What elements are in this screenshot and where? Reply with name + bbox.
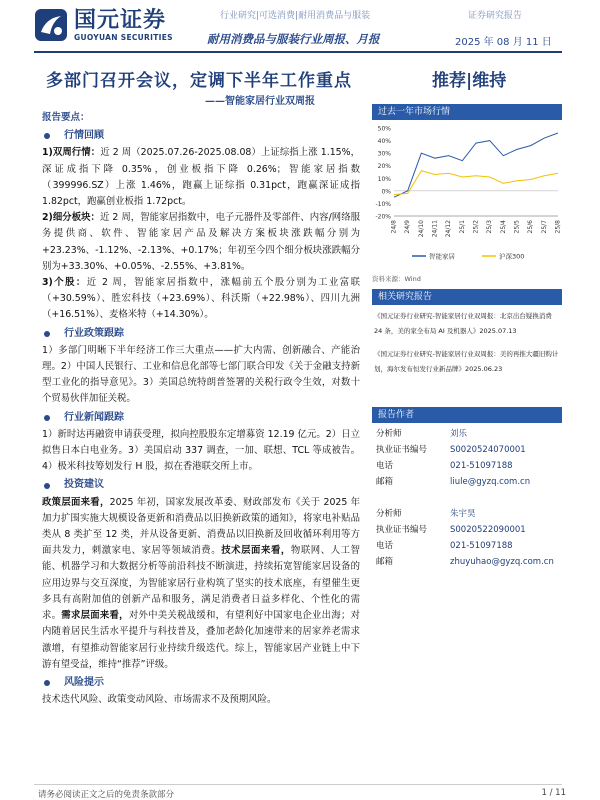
analyst-field-value: 刘乐: [450, 429, 468, 439]
y-tick-label: 10%: [377, 175, 391, 183]
x-tick-label: 24/12: [445, 220, 453, 238]
section-heading: [42, 675, 360, 691]
summary-label: 报告要点：: [42, 112, 90, 123]
logo-cn: 国元证券: [74, 7, 167, 33]
section-heading: [42, 326, 360, 342]
analyst-list: [372, 423, 562, 570]
x-tick-label: 25/2: [472, 220, 480, 234]
page-footer: [38, 788, 566, 800]
x-tick-label: 25/1: [458, 220, 466, 234]
analyst-field-value: S0020524070001: [450, 445, 526, 455]
logo-en: GUOYUAN SECURITIES: [74, 32, 173, 42]
section-heading: [42, 477, 360, 493]
analyst-row: [376, 474, 562, 490]
section-paragraph: 1)双周行情：近 2 周（2025.07.26-2025.08.08）上证综指上涨 1.15%，深证成指下降 0.35%，创业板指下降 0.26%；智能家居指数（399996.SZ）上涨 1.46%，跑赢上证综指 0.31pct，跑赢深证成指 1.82pct，跑赢创业板指 1.72pct。: [42, 147, 360, 208]
analyst-row: [376, 522, 562, 538]
y-tick-label: 50%: [377, 125, 391, 133]
analyst-field-label: 电话: [376, 461, 394, 471]
x-tick-label: 24/8: [390, 220, 398, 234]
series-line: [394, 133, 558, 197]
report-header: [0, 0, 600, 52]
section-heading-text: 风险提示: [64, 676, 104, 688]
x-tick-label: 25/8: [554, 220, 562, 234]
analyst-field-value: 021-51097188: [450, 461, 513, 471]
analyst-field-value: 021-51097188: [450, 541, 513, 551]
brand-logo: [34, 8, 173, 42]
x-tick-label: 25/5: [513, 220, 521, 234]
disclaimer-note: 请务必阅读正文之后的免责条款部分: [38, 790, 175, 800]
line-chart: [372, 120, 562, 270]
related-reports: [372, 305, 562, 389]
section-heading: [42, 128, 360, 144]
analyst-field-label: 邮箱: [376, 477, 394, 487]
bullet-icon: [44, 680, 50, 686]
y-tick-label: -10%: [375, 200, 391, 208]
page-subtitle: ——智能家居行业双周报: [205, 96, 315, 107]
report-body: [42, 110, 360, 708]
industry-tags: 行业研究|可选消费|耐用消费品与服装: [220, 11, 371, 21]
legend-label: 智能家居: [429, 252, 455, 261]
analyst-field-label: 电话: [376, 541, 394, 551]
section-heading-text: 行业政策跟踪: [64, 327, 124, 339]
section-paragraph: 政策层面来看，2025 年初，国家发展改革委、财政部发布《关于 2025 年加力扩围实施大规模设备更新和消费品以旧换新政策的通知》，将家电补贴品类从 8 类扩至 12 类，并从设备更新、消费品以旧换新及回收循环利用等方面共发力，刺激家电、家居等领域消费。技术层面来看，物联网、人工智能、机器学习和大数据分析等前沿科技不断演进，持续拓宽智能家居设备的应用边界与交互深度，为智能家居行业构筑了坚实的技术底座，有望催生更多具有高附加值的创新产品和服务，满足消费者日益多样化、个性化的需求。需求层面来看，对外中美关税战缓和，有望利好中国家电企业出海；对内随着居民生活水平提升与科技普及，叠加老龄化加速带来的居家养老需求激增，有望推动智能家居行业持续升级迭代。综上，智能家居产业链上中下游有望受益，维持“推荐”评级。: [42, 496, 360, 670]
bullet-icon: [44, 483, 50, 489]
chart-header: 过去一年市场行情: [372, 104, 562, 120]
x-tick-label: 25/7: [540, 220, 548, 234]
report-type: 证券研究报告: [468, 11, 523, 21]
bullet-icon: [44, 331, 50, 337]
analyst-field-label: 邮箱: [376, 557, 394, 567]
section-paragraph: 技术迭代风险、政策变动风险、市场需求不及预期风险。: [42, 694, 277, 706]
y-tick-label: -20%: [375, 213, 391, 221]
related-report-item[interactable]: 《国元证券行业研究-智能家居行业双周报：美的再推大疆旧购计划，海尔发布恒发行业新品牌》2025.06.23: [374, 350, 559, 373]
related-header: 相关研究报告: [372, 289, 562, 305]
x-tick-label: 24/11: [431, 220, 439, 238]
x-tick-label: 24/9: [404, 220, 412, 234]
analyst-field-value[interactable]: zhuyuhao@gyzq.com.cn: [450, 557, 554, 567]
market-chart: [372, 120, 562, 270]
section-heading: [42, 410, 360, 426]
analyst-row: [376, 506, 562, 522]
analyst-header: 报告作者: [372, 407, 562, 423]
x-tick-label: 25/4: [499, 220, 507, 234]
bullet-icon: [44, 133, 50, 139]
analyst-row: [376, 458, 562, 474]
section-heading-text: 投资建议: [64, 479, 104, 491]
x-tick-label: 25/6: [527, 220, 535, 234]
analyst-row: [376, 426, 562, 442]
page-number: 1 / 11: [541, 788, 566, 798]
analyst-spacer: [376, 490, 562, 506]
analyst-field-value[interactable]: liule@gyzq.com.cn: [450, 477, 531, 487]
legend-label: 沪深300: [499, 252, 525, 261]
analyst-field-label: 分析师: [376, 429, 402, 439]
section-heading-text: 行情回顾: [64, 130, 104, 142]
section-paragraph: 1）新时达再融资申请获受理，拟向控股股东定增募资 12.19 亿元。2）日立拟售日本白电业务。3）美国启动 337 调查，一加、联想、TCL 等成被告。4）极米科技筹划发行 H 股，拟在香港联交所上市。: [42, 428, 360, 473]
y-tick-label: 20%: [377, 163, 391, 171]
analyst-row: [376, 554, 562, 570]
x-tick-label: 24/10: [417, 220, 425, 238]
y-tick-label: 30%: [377, 150, 391, 158]
analyst-row: [376, 538, 562, 554]
section-paragraph: 2)细分板块：近 2 周，智能家居指数中，电子元器件及零部件、内容/网络服务提供商、软件、智能家居产品及解决方案板块涨跌幅分别为+23.23%、-1.12%、-2.13%、+0.17%；年初至今四个细分板块涨跌幅分别为+33.30%、+0.05%、-2.55%、+3.81%。: [42, 212, 360, 272]
report-date: 2025 年 08 月 11 日: [455, 37, 552, 48]
y-tick-label: 0%: [381, 188, 391, 196]
page-title: 多部门召开会议，定调下半年工作重点: [46, 71, 352, 91]
analyst-field-label: 分析师: [376, 509, 402, 519]
related-report-item[interactable]: 《国元证券行业研究-智能家居行业双周报：北京出台疑换消费 24 条，美的家全布局 AI 及机器人》2025.07.13: [374, 312, 552, 335]
chart-source: 资料来源：Wind: [372, 275, 421, 283]
report-series: 耐用消费品与服装行业周报、月报: [207, 32, 380, 46]
y-tick-label: 40%: [377, 138, 391, 146]
section-heading-text: 行业新闻跟踪: [64, 411, 124, 423]
section-paragraph: 1）多部门明晰下半年经济工作三大重点——扩大内需、创新融合、产能治理。2）中国人民银行、工业和信息化部等七部门联合印发《关于金融支持新型工业化的指导意见》。3）美国总统特朗普签署的关税行政令生效，对数十个贸易伙伴加征关税。: [42, 344, 360, 405]
sidebar: [372, 104, 562, 570]
analyst-row: [376, 442, 562, 458]
analyst-field-value: 朱宇昊: [450, 509, 476, 519]
header-divider: [34, 51, 562, 53]
section-paragraph: 3)个股：近 2 周，智能家居指数中，涨幅前五个股分别为工业富联（+30.59%）、胜宏科技（+23.69%）、科沃斯（+22.98%）、四川九洲（+16.51%）、麦格米特（+14.30%）。: [42, 277, 360, 321]
analyst-field-label: 执业证书编号: [376, 445, 428, 455]
analyst-field-label: 执业证书编号: [376, 525, 428, 535]
bullet-icon: [44, 415, 50, 421]
rating-badge: 推荐|维持: [432, 71, 507, 91]
guoyuan-logo-icon: [34, 8, 68, 42]
analyst-field-value: S0020522090001: [450, 525, 526, 535]
sections-container: [42, 128, 360, 708]
x-tick-label: 25/3: [486, 220, 494, 234]
footer-divider: [34, 784, 562, 785]
